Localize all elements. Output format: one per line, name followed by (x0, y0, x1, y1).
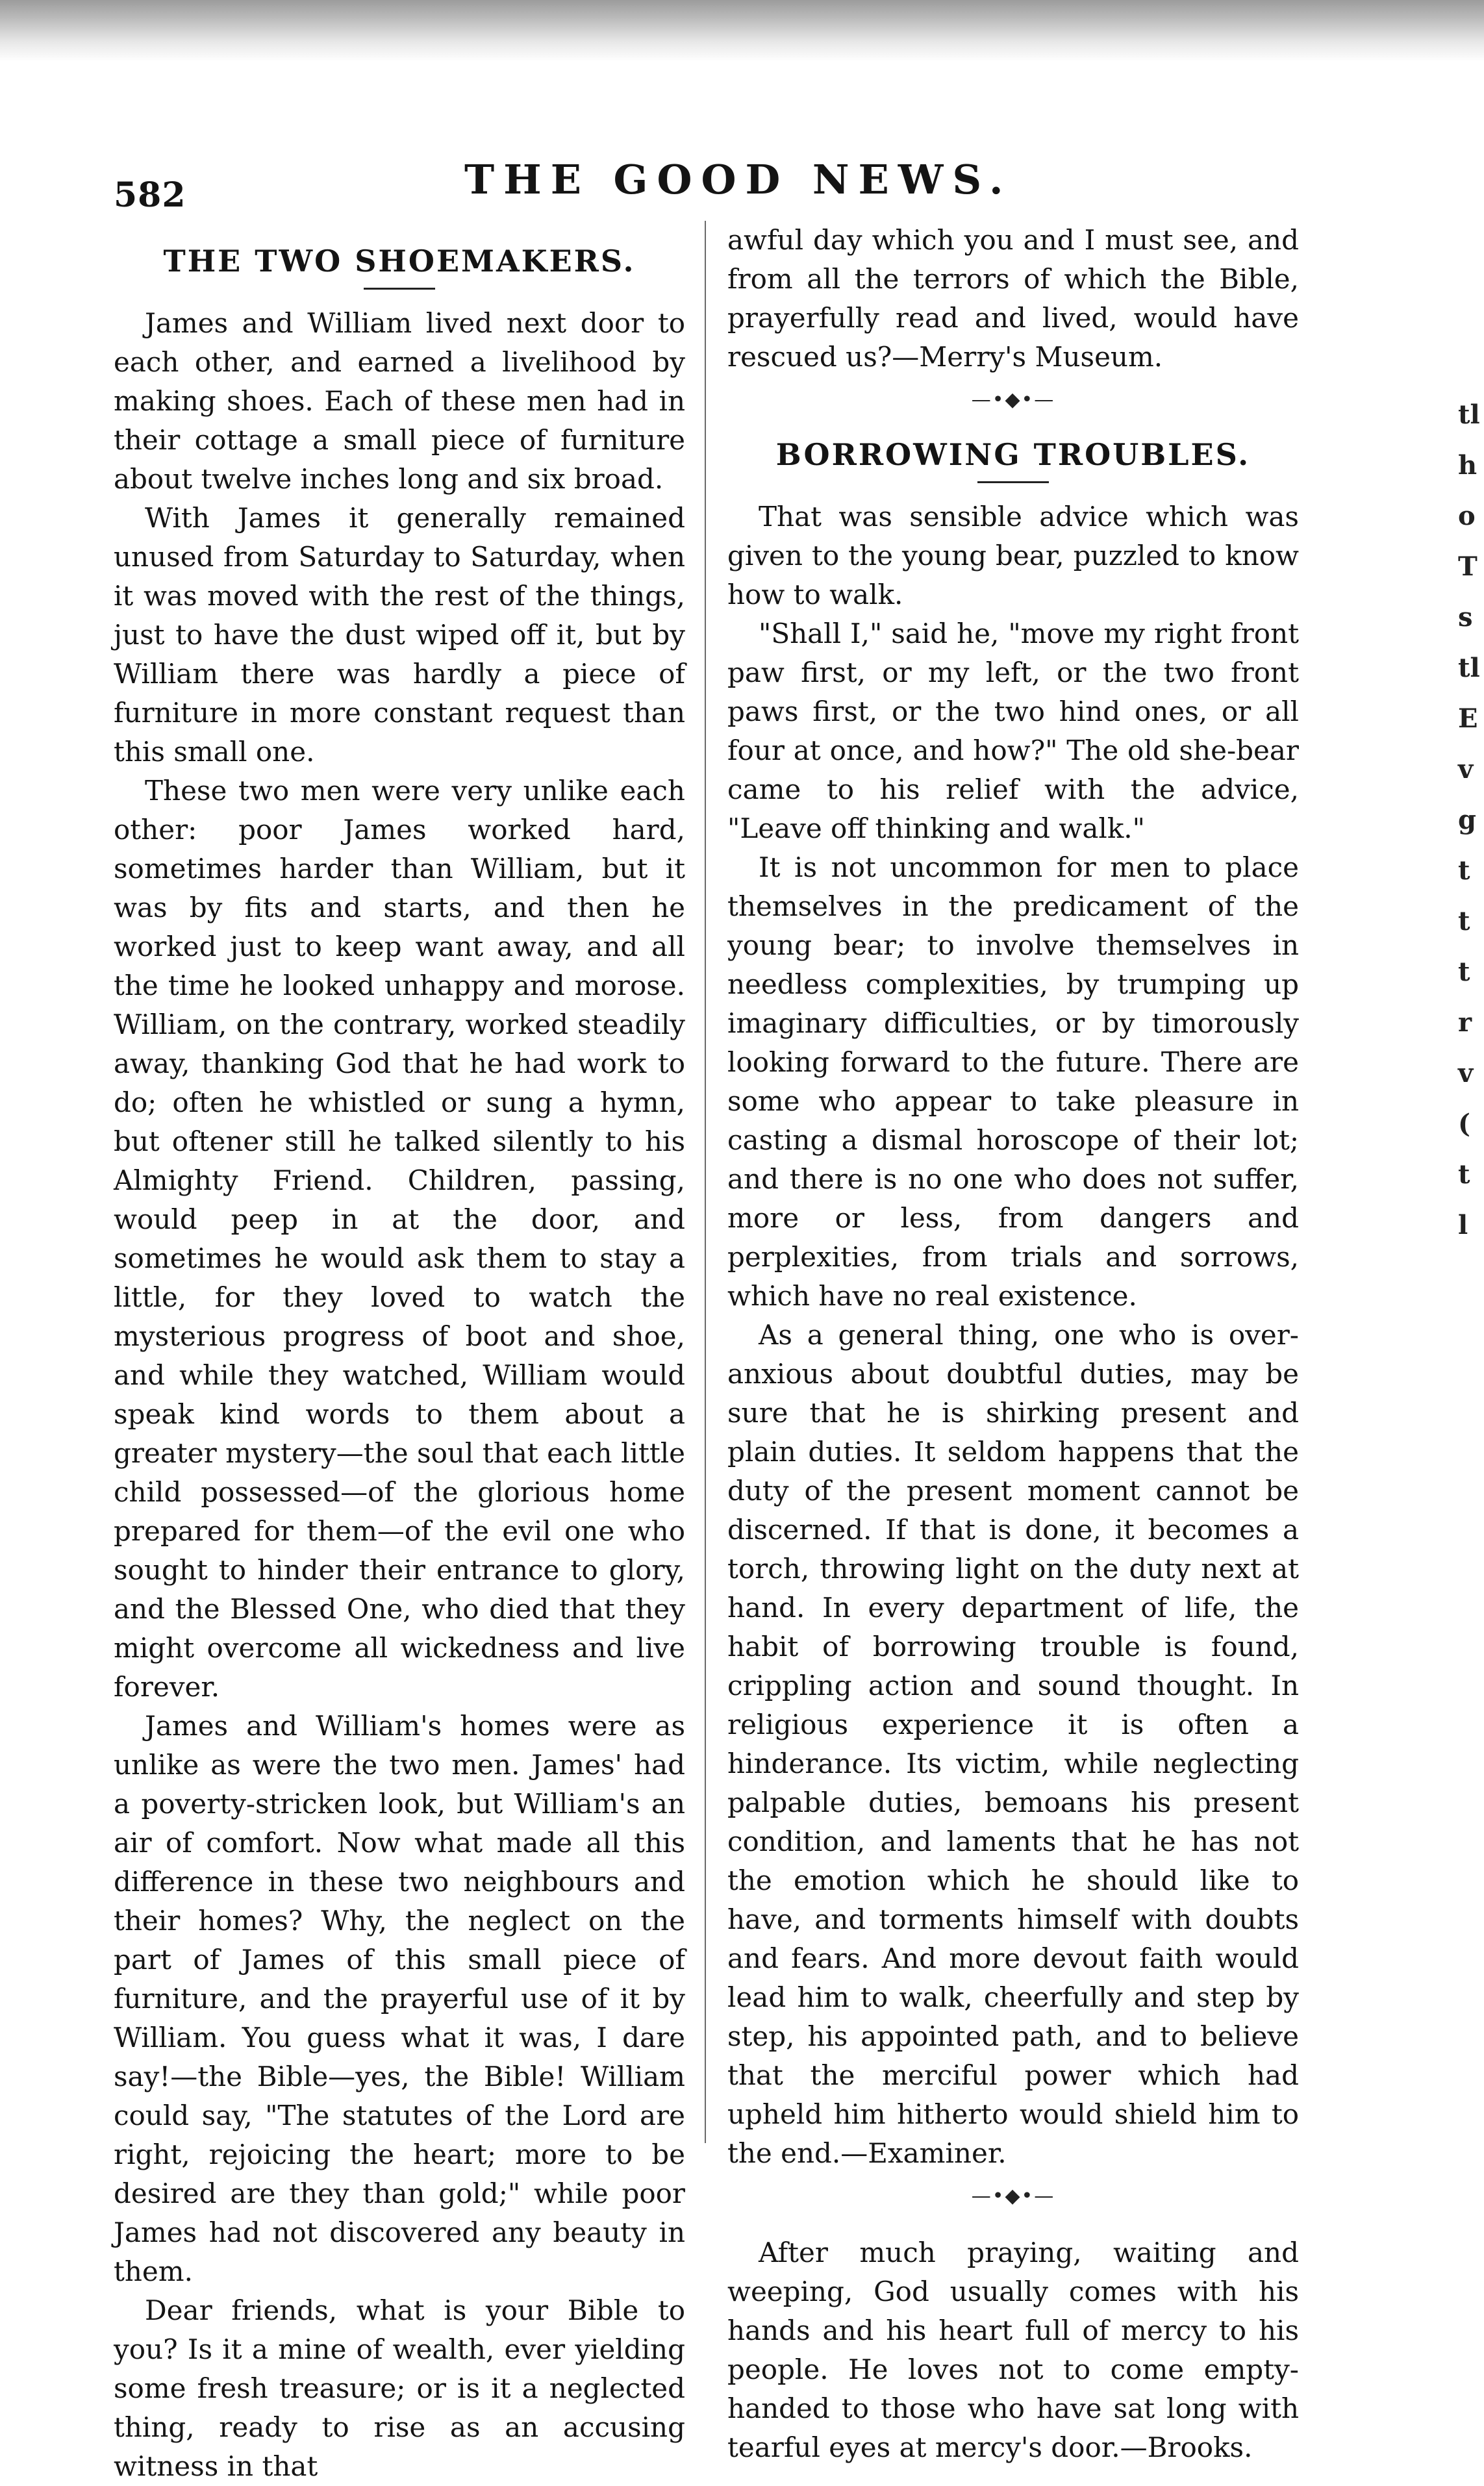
edge-letter: g (1458, 805, 1476, 835)
article-title-two-shoemakers: THE TWO SHOEMAKERS. (163, 244, 636, 279)
masthead-title: THE GOOD NEWS. (464, 156, 1012, 203)
paragraph: As a general thing, one who is over-anxious about doubtful duties, may be sure that he is shirking present and plain duties. It seldom happens that the duty of the present moment cannot be discerned. If that is done, it becomes a torch, throwing light on the duty next at hand. In every department of life, the habit of borrowing trouble is found, crippling action and sound thought. In religious experience it is often a hinderance. Its victim, while neglecting palpable duties, bemoans his present condition, and laments that he has not the emotion which he should like to have, and torments himself with doubts and fears. And more devout faith would lead him to walk, cheerfully and step by step, his appointed path, and to believe that the merciful power which had upheld him hitherto would shield him to the end.—Examiner. (727, 1319, 1299, 2169)
scanned-page-top-edge (0, 0, 1484, 62)
page-header (114, 156, 1335, 221)
section-ornament: —•◆•— (971, 388, 1055, 411)
right-column (727, 221, 1299, 2467)
edge-letter: v (1458, 754, 1474, 785)
article-title-borrowing-troubles: BORROWING TROUBLES. (775, 437, 1251, 472)
closing-paragraph: After much praying, waiting and weeping, God usually comes with his hands and his heart full of mercy to his people. He loves not to come empty-handed to those who have sat long with tearful eyes at mercy's door.—Brooks. (727, 2237, 1299, 2463)
page-number: 582 (114, 175, 186, 215)
paragraph: James and William lived next door to each other, and earned a livelihood by making shoes. Each of these men had in their cottage a small piece of furniture about twelve inches long and six broad. (114, 307, 685, 495)
edge-letter: t (1458, 1159, 1470, 1190)
edge-letter: h (1458, 450, 1478, 481)
paragraph: That was sensible advice which was given to the young bear, puzzled to know how to walk. (727, 501, 1299, 610)
edge-letter: o (1458, 501, 1476, 531)
paragraph: James and William's homes were as unlike as were the two men. James' had a poverty-stricken look, but William's an air of comfort. Now what made all this difference in these two neighbours and their homes? Why, the neglect on the part of James of this small piece of furniture, and the prayerful use of it by William. You guess what it was, I dare say!—the Bible—yes, the Bible! William could say, "The statutes of the Lord are right, rejoicing the heart; more to be desired are they than gold;" while poor James had not discovered any beauty in them. (114, 1710, 685, 2287)
edge-letter: v (1458, 1058, 1474, 1088)
continued-paragraph: awful day which you and I must see, and from all the terrors of which the Bible, prayerfully read and lived, would have rescued us?—Merry's Museum. (727, 224, 1299, 373)
edge-letter: t (1458, 855, 1470, 886)
edge-letter: t (1458, 906, 1470, 936)
edge-letter: t (1458, 957, 1470, 987)
title-rule (364, 288, 435, 290)
edge-letter: l (1458, 1210, 1468, 1240)
edge-letter: tl (1458, 399, 1480, 430)
paragraph: With James it generally remained unused from Saturday to Saturday, when it was moved with the rest of the things, just to have the dust wiped off it, but by William there was hardly a piece of furniture in more constant request than this small one. (114, 502, 685, 768)
title-rule (977, 481, 1049, 483)
paragraph: Dear friends, what is your Bible to you? Is it a mine of wealth, ever yielding some fresh treasure; or is it a neglected thing, ready to rise as an accusing witness in that (114, 2294, 685, 2482)
edge-letter: T (1458, 551, 1478, 582)
newspaper-page (114, 156, 1335, 2482)
section-ornament: —•◆•— (971, 2185, 1055, 2207)
paragraph: It is not uncommon for men to place themselves in the predicament of the young bear; to involve themselves in needless complexities, by trumping up imaginary difficulties, or by timorously looking forward to the future. There are some who appear to take pleasure in casting a dismal horoscope of their lot; and there is no one who does not suffer, more or less, from dangers and perplexities, from trials and sorrows, which have no real existence. (727, 851, 1299, 1312)
edge-letter: s (1458, 602, 1473, 633)
paragraph: These two men were very unlike each other: poor James worked hard, sometimes harder than William, but it was by fits and starts, and then he worked just to keep want away, and all the time he looked unhappy and morose. William, on the contrary, worked steadily away, thanking God that he had work to do; often he whistled or sung a hymn, but oftener still he talked silently to his Almighty Friend. Children, passing, would peep in at the door, and sometimes he would ask them to stay a little, for they loved to watch the mysterious progress of boot and shoe, and while they watched, William would speak kind words to them about a greater mystery—the soul that each little child possessed—of the glorious home prepared for them—of the evil one who sought to hinder their entrance to glory, and the Blessed One, who died that they might overcome all wickedness and live forever. (114, 775, 685, 1703)
adjacent-page-edge-text (1458, 390, 1484, 1251)
left-column (114, 244, 685, 2486)
edge-letter: tl (1458, 653, 1480, 683)
column-divider (705, 221, 706, 2143)
paragraph: "Shall I," said he, "move my right front paw first, or my left, or the two front paws first, or the two hind ones, or all four at once, and how?" The old she-bear came to his relief with the advice, "Leave off thinking and walk." (727, 618, 1299, 844)
edge-letter: ( (1458, 1109, 1470, 1139)
edge-letter: r (1458, 1007, 1472, 1038)
article-columns (114, 221, 1335, 2482)
edge-letter: E (1458, 703, 1478, 734)
